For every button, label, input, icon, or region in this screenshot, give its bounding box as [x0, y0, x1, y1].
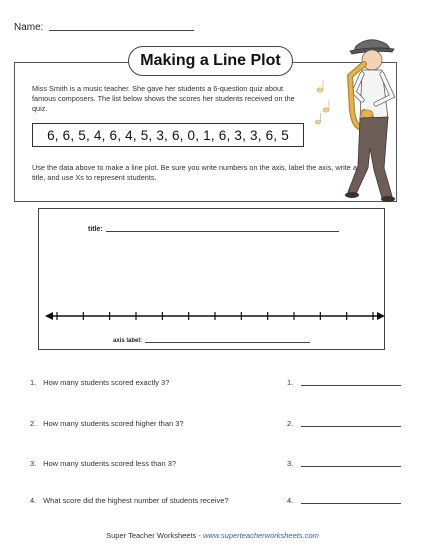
plot-title-blank[interactable] [106, 231, 339, 232]
worksheet-title: Making a Line Plot [128, 46, 293, 76]
answer-number: 1. [287, 378, 294, 387]
name-row [14, 22, 194, 33]
question-4 [30, 496, 229, 505]
saxophone-player-illustration [312, 18, 407, 208]
question-number: 2. [30, 419, 37, 428]
data-list: 6, 6, 5, 4, 6, 4, 5, 3, 6, 0, 1, 6, 3, 3, 6, 5 [32, 123, 304, 147]
axis-label-row [113, 338, 310, 344]
answer-blank[interactable] [301, 503, 401, 504]
question-number: 3. [30, 459, 37, 468]
answer-number: 2. [287, 419, 294, 428]
footer-label: Super Teacher Worksheets - [106, 531, 203, 540]
number-line [45, 308, 385, 324]
axis-label-text: axis label: [113, 338, 143, 344]
question-number: 4. [30, 496, 37, 505]
answer-4 [287, 496, 401, 505]
instructions-text: Use the data above to make a line plot. Be sure you write numbers on the axis, label the axis, write a title, and use Xs to represent students. [32, 163, 357, 182]
left-arrow-icon [45, 312, 53, 320]
question-number: 1. [30, 378, 37, 387]
question-2 [30, 419, 184, 428]
name-label: Name: [14, 22, 44, 33]
question-text: How many students scored exactly 3? [43, 378, 170, 387]
question-text: What score did the highest number of students receive? [43, 496, 229, 505]
answer-number: 4. [287, 496, 294, 505]
answer-blank[interactable] [301, 426, 401, 427]
plot-title-label: title: [88, 226, 103, 233]
question-1 [30, 378, 169, 387]
question-text: How many students scored higher than 3? [43, 419, 184, 428]
question-3 [30, 459, 176, 468]
answer-blank[interactable] [301, 466, 401, 467]
answer-number: 3. [287, 459, 294, 468]
name-blank[interactable] [49, 30, 194, 31]
answer-1 [287, 378, 401, 387]
answer-3 [287, 459, 401, 468]
right-arrow-icon [377, 312, 385, 320]
axis-label-blank[interactable] [145, 342, 310, 343]
footer-link[interactable]: www.superteacherworksheets.com [202, 531, 319, 540]
answer-2 [287, 419, 401, 428]
footer [0, 531, 425, 540]
intro-text: Miss Smith is a music teacher. She gave her students a 6-question quiz about famous composers. The list below shows the scores her students received on the quiz. [32, 84, 295, 113]
question-text: How many students scored less than 3? [43, 459, 177, 468]
plot-title-row [88, 226, 339, 233]
answer-blank[interactable] [301, 385, 401, 386]
